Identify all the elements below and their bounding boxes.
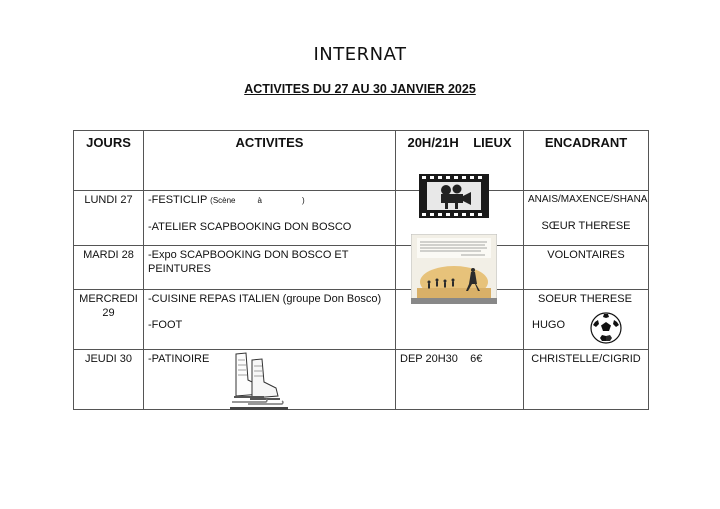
activities-cell	[144, 191, 396, 246]
header-lieux: LIEUX	[473, 135, 512, 150]
supervisor-name: CHRISTELLE/CIGRID	[531, 353, 641, 365]
place-cell	[396, 350, 524, 410]
note-open: (Scène	[210, 196, 236, 205]
header-activites: ACTIVITES	[144, 131, 396, 191]
activities-cell	[144, 290, 396, 350]
table-row	[74, 350, 649, 410]
supervisor-name: VOLONTAIRES	[547, 249, 625, 261]
day-label: JEUDI 30	[84, 353, 133, 365]
activity-item: -CUISINE REPAS ITALIEN (groupe Don Bosco)	[148, 293, 382, 305]
supervisor-cell	[524, 350, 649, 410]
poster-image	[411, 234, 497, 304]
activities-cell	[144, 246, 396, 290]
supervisor-cell	[524, 246, 649, 290]
note-a: à	[257, 196, 262, 205]
day-label: LUNDI 27	[84, 194, 133, 206]
price: 6€	[470, 353, 483, 365]
table-row	[74, 191, 649, 246]
day-cell	[74, 246, 144, 290]
day-label: MARDI 28	[83, 249, 134, 261]
activity-festiclip: -FESTICLIP	[148, 194, 208, 206]
departure-info	[396, 350, 523, 368]
table-row	[74, 246, 649, 290]
supervisor-name: HUGO	[532, 319, 565, 331]
page-subtitle	[0, 82, 720, 96]
departure-time: DEP 20H30	[400, 353, 458, 365]
activity-item: -FOOT	[148, 319, 183, 331]
supervisor-name: SOEUR THERESE	[538, 293, 632, 305]
soccer-ball-icon	[590, 312, 622, 344]
day-cell	[74, 290, 144, 350]
page-title: INTERNAT	[313, 44, 407, 65]
activity-note	[210, 196, 304, 205]
header-encadrant: ENCADRANT	[524, 131, 649, 191]
header-horaire: 20H/21H	[407, 135, 459, 150]
supervisor-cell	[524, 290, 649, 350]
activity-item	[144, 191, 395, 210]
day-cell	[74, 350, 144, 410]
day-label: MERCREDI 29	[79, 293, 138, 319]
supervisor-name: SŒUR THERESE	[541, 220, 631, 232]
ice-skates-icon	[226, 350, 288, 410]
activity-item: -Expo SCAPBOOKING DON BOSCO ET PEINTURES	[148, 249, 349, 275]
header-row	[74, 131, 649, 191]
supervisor-cell	[524, 191, 649, 246]
header-jours: JOURS	[74, 131, 144, 191]
subtitle-activites: ACTIVITES	[244, 82, 310, 96]
supervisor-name: ANAIS/MAXENCE/SHANA	[528, 194, 648, 205]
table-row	[74, 290, 649, 350]
day-cell	[74, 191, 144, 246]
film-camera-icon	[419, 174, 489, 218]
note-close: )	[301, 196, 305, 205]
subtitle-dates: DU 27 AU 30 JANVIER 2025	[309, 82, 476, 96]
activity-item: -PATINOIRE	[148, 353, 210, 365]
schedule-table	[73, 130, 649, 410]
activity-item: -ATELIER SCAPBOOKING DON BOSCO	[148, 221, 352, 233]
